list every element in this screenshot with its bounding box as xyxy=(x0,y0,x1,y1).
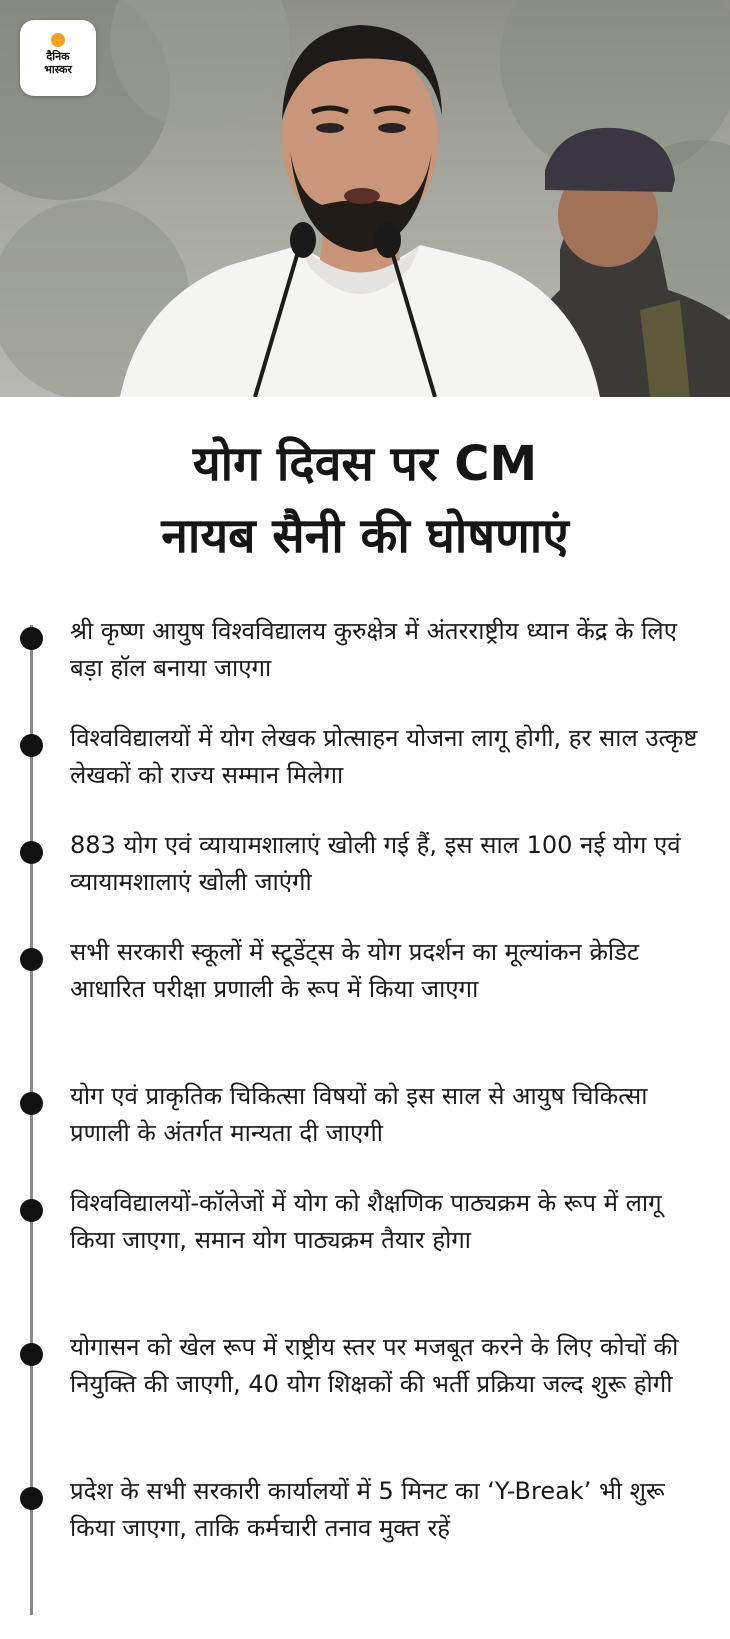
list-item-text: 883 योग एवं व्यायामशालाएं खोली गई हैं, इस साल 100 नई योग एवं व्यायामशालाएं खोली जाएंगी xyxy=(70,831,681,896)
list-item-text: प्रदेश के सभी सरकारी कार्यालयों में 5 मिनट का ‘Y-Break’ भी शुरू किया जाएगा, ताकि कर्मचारी तनाव मुक्त रहें xyxy=(70,1477,665,1542)
bullet-dot-icon xyxy=(20,734,43,757)
sun-icon xyxy=(51,33,65,47)
list-item-text: विश्वविद्यालयों में योग लेखक प्रोत्साहन योजना लागू होगी, हर साल उत्कृष्ट लेखकों को राज्य सम्मान मिलेगा xyxy=(70,724,698,789)
bullet-dot-icon xyxy=(20,627,43,650)
logo-line-1: दैनिक xyxy=(46,50,70,63)
list-item-text: योग एवं प्राकृतिक चिकित्सा विषयों को इस साल से आयुष चिकित्सा प्रणाली के अंतर्गत मान्यता दी जाएगी xyxy=(70,1082,648,1147)
list-item-text: योगासन को खेल रूप में राष्ट्रीय स्तर पर मजबूत करने के लिए कोचों की नियुक्ति की जाएगी, 40 योग शिक्षकों की भर्ती प्रक्रिया जल्द शुरू होगी xyxy=(70,1333,679,1398)
list-item-text: विश्वविद्यालयों-कॉलेजों में योग को शैक्षणिक पाठ्यक्रम के रूप में लागू किया जाएगा, समान योग पाठ्यक्रम तैयार होगा xyxy=(70,1189,662,1254)
list-item-text: सभी सरकारी स्कूलों में स्टूडेंट्स के योग प्रदर्शन का मूल्यांकन क्रेडिट आधारित परीक्षा प्रणाली के रूप में किया जाएगा xyxy=(70,938,640,1003)
speaker-photo-illustration xyxy=(0,0,730,397)
headline-line-1: योग दिवस पर CM xyxy=(192,436,538,492)
bullet-dot-icon xyxy=(20,1343,43,1366)
timeline-line xyxy=(30,625,33,1615)
logo-line-2: भास्कर xyxy=(44,63,72,76)
bullet-dot-icon xyxy=(20,948,43,971)
bullet-dot-icon xyxy=(20,841,43,864)
bullet-dot-icon xyxy=(20,1199,43,1222)
bullet-dot-icon xyxy=(20,1092,43,1115)
bullet-dot-icon xyxy=(20,1487,43,1510)
header-photo xyxy=(0,0,730,397)
headline-line-2: नायब सैनी की घोषणाएं xyxy=(161,508,569,564)
headline xyxy=(0,428,730,572)
list-item-text: श्री कृष्ण आयुष विश्वविद्यालय कुरुक्षेत्र में अंतरराष्ट्रीय ध्यान केंद्र के लिए बड़ा हॉल बनाया जाएगा xyxy=(70,617,677,682)
dainik-bhaskar-logo xyxy=(20,20,96,96)
